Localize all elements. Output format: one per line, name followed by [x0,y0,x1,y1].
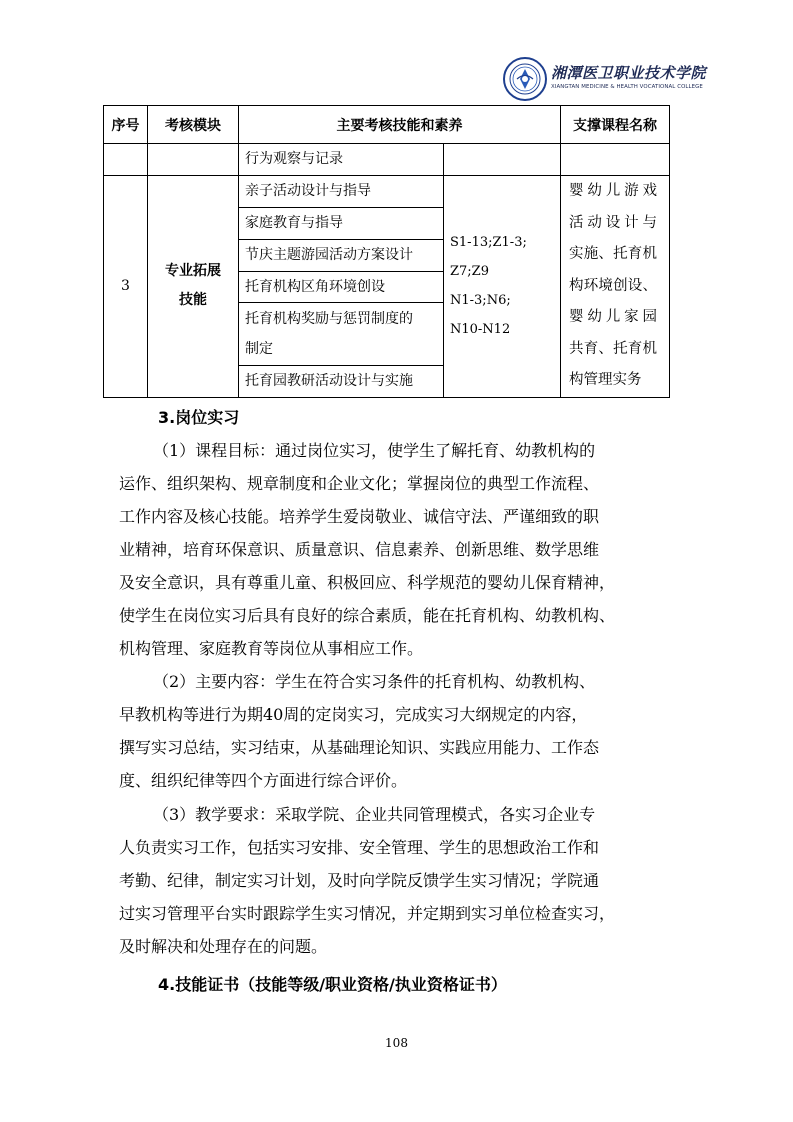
skill-cell: 托育机构奖励与惩罚制度的 [239,303,444,335]
text-line: （3）教学要求：采取学院、企业共同管理模式，各实习企业专 [153,805,596,824]
skill-cell: 亲子活动设计与指导 [239,176,444,208]
requirement-line: S1-13;Z1-3; [450,235,527,251]
header-cell-course: 支撑课程名称 [561,106,670,144]
text-line: 撰写实习总结，实习结束，从基础理论知识、实践应用能力、工作态 [119,738,600,757]
requirement-line: N10-N12 [450,322,511,338]
college-seal-icon [503,57,547,101]
course-line: 构管理实务 [569,372,642,388]
text-line: 使学生在岗位实习后具有良好的综合素质，能在托育机构、幼教机构、 [119,606,616,625]
paragraph-requirements [119,798,675,963]
skill-cell: 托育机构区角环境创设 [239,271,444,303]
table-cell [104,144,148,176]
skill-cell: 节庆主题游园活动方案设计 [239,239,444,271]
course-line: 共育、托育机 [569,340,657,357]
skill-cell: 制定 [239,335,444,365]
logo-text: 湘潭医卫职业技术学院 [551,64,707,82]
requirement-line: N1-3;N6; [450,293,511,309]
text-line: 早教机构等进行为期40周的定岗实习，完成实习大纲规定的内容， [119,705,588,724]
table-cell [148,144,239,176]
text-line: 及时解决和处理存在的问题。 [119,937,328,956]
paragraph-content [119,665,675,797]
header-cell-module: 考核模块 [148,106,239,144]
text-line: 及安全意识，具有尊重儿童、积极回应、科学规范的婴幼儿保育精神， [119,573,616,592]
course-line: 婴幼儿家园 [569,309,657,325]
course-line: 构环境创设、 [569,277,657,294]
skill-cell: 托育园教研活动设计与实施 [239,365,444,397]
text-line: 机构管理、家庭教育等岗位从事相应工作。 [119,639,424,658]
skill-cell: 行为观察与记录 [239,144,444,176]
text-line: （1）课程目标：通过岗位实习，使学生了解托育、幼教机构的 [153,441,596,460]
skill-cell: 家庭教育与指导 [239,207,444,239]
module-line: 专业拓展 [165,263,221,280]
table-row-prev [104,144,670,176]
text-line: 考勤、纪律，制定实习计划，及时向学院反馈学生实习情况；学院通 [119,871,600,890]
course-cell [561,176,670,398]
paragraph-goal [119,434,675,665]
requirement-cell [444,176,561,398]
text-line: 人负责实习工作，包括实习安排、安全管理、学生的思想政治工作和 [119,838,600,857]
course-line: 婴幼儿游戏 [569,183,657,199]
table-header-row [104,106,670,144]
header-cell-skills: 主要考核技能和素养 [239,106,561,144]
table-row [104,176,670,208]
table-cell [561,144,670,176]
text-line: 工作内容及核心技能。培养学生爱岗敬业、诚信守法、严谨细致的职 [119,507,600,526]
module-line: 技能 [179,292,207,309]
college-logo [503,57,707,103]
text-line: 运作、组织架构、规章制度和企业文化；掌握岗位的典型工作流程、 [119,474,600,493]
course-line: 实施、托育机 [569,246,657,262]
assessment-table [103,105,670,398]
section-heading: 4.技能证书（技能等级/职业资格/执业资格证书） [158,975,507,994]
logo-text-en: XIANGTAN MEDICINE & HEALTH VOCATIONAL COLLEGE [551,84,703,90]
text-line: （2）主要内容：学生在符合实习条件的托育机构、幼教机构、 [153,672,596,691]
text-line: 过实习管理平台实时跟踪学生实习情况，并定期到实习单位检查实习， [119,904,616,923]
page-number: 108 [385,1036,408,1050]
requirement-line: Z7;Z9 [450,264,489,280]
header-cell-seq: 序号 [104,106,148,144]
table-cell [444,144,561,176]
course-line: 活动设计与 [569,214,657,231]
section-heading: 3.岗位实习 [158,408,240,427]
module-cell [148,176,239,398]
text-line: 度、组织纪律等四个方面进行综合评价。 [119,771,408,790]
row-number: 3 [104,176,148,398]
text-line: 业精神，培育环保意识、质量意识、信息素养、创新思维、数学思维 [119,540,600,559]
